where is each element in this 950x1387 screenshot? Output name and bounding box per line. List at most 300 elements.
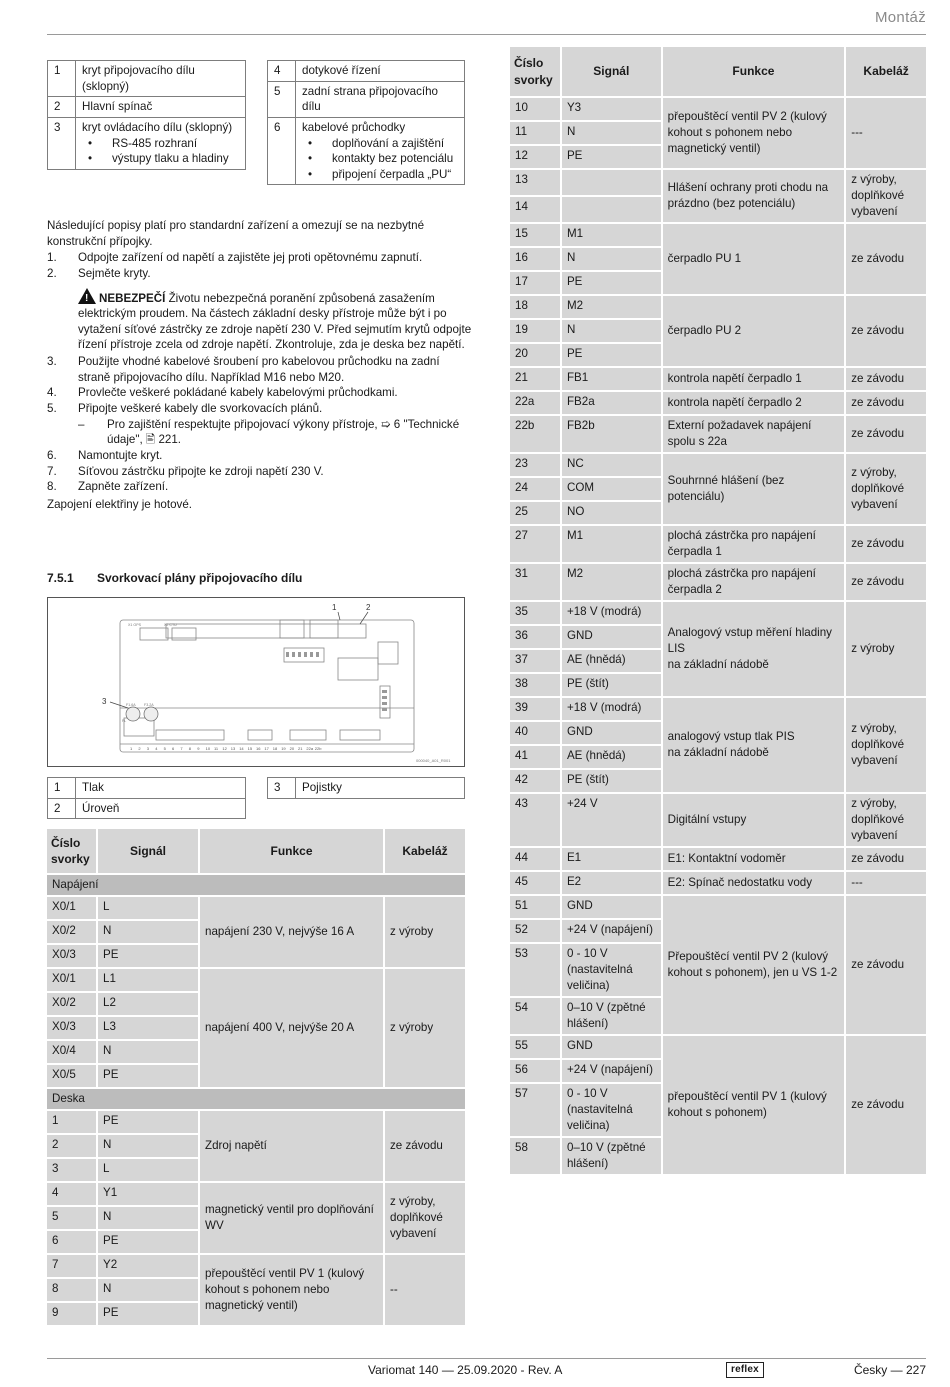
step-4 (47, 385, 472, 401)
signal-cell: PE (562, 146, 661, 168)
signal-cell: M1 (562, 224, 661, 246)
step-number: 6. (47, 448, 57, 462)
terminal-number-cell: 16 (510, 248, 560, 270)
table-row (510, 224, 926, 246)
legend-row (268, 778, 465, 799)
terminal-number-cell: 41 (510, 746, 560, 768)
legend-row (48, 61, 246, 97)
column-header-terminal: Číslo svorky (510, 47, 560, 96)
legend-label (76, 61, 246, 97)
table-row (510, 296, 926, 318)
terminal-number-cell: 23 (510, 454, 560, 476)
cross-reference-link[interactable]: Pro zajištění respektujte připojovací výkony přístroje, ➯ 6 "Technické údaje", 🖹 221. (107, 417, 460, 447)
legend-label-text: kryt ovládacího dílu (sklopný) (82, 120, 233, 134)
cable-cell: z výroby (385, 897, 465, 967)
terminal-number-cell: 15 (510, 224, 560, 246)
danger-text: Životu nebezpečná poranění způsobená zasažením elektrickým proudem. Na částech základní desky přístroje může být i po vytažení síťové zástrčky ze zdroje napětí 230 V. Před sejmutím krytů odpojte řízení přístroje zcela od zdroje napětí. Zkontroluje, zda je deska bez napětí. (78, 291, 472, 352)
signal-cell: N (562, 248, 661, 270)
terminal-number-cell: 31 (510, 564, 560, 600)
step-number: 1. (47, 251, 57, 265)
terminal-number-cell: X0/1 (47, 897, 96, 919)
signal-cell: N (98, 1041, 198, 1063)
warning-triangle-icon (78, 288, 96, 304)
table-row (510, 98, 926, 120)
legend-number: 6 (268, 117, 296, 185)
table-row (510, 848, 926, 870)
legend-number: 2 (48, 97, 76, 118)
terminal-number-cell: X0/5 (47, 1065, 96, 1087)
terminal-number-cell: 45 (510, 872, 560, 894)
diagram-pin-label: 3 (146, 746, 150, 751)
step-5 (47, 401, 472, 417)
signal-cell: +18 V (modrá) (562, 602, 661, 624)
legend-bullet: • kontakty bez potenciálu (302, 151, 458, 167)
column-header-terminal: Číslo svorky (47, 829, 96, 873)
diagram-pin-label: 16 (256, 746, 261, 751)
function-cell: plochá zástrčka pro napájení čerpadla 2 (663, 564, 845, 600)
terminal-number-cell: 10 (510, 98, 560, 120)
legend-label (76, 97, 246, 118)
signal-cell: +18 V (modrá) (562, 698, 661, 720)
column-header-cable: Kabeláž (846, 47, 926, 96)
diagram-pin-label: 7 (180, 746, 183, 751)
footer-document-info: Variomat 140 — 25.09.2020 - Rev. A (368, 1363, 563, 1377)
terminal-number-cell: X0/3 (47, 945, 96, 967)
legend-label-text: Úroveň (82, 801, 120, 815)
legend-label-text: Pojistky (302, 781, 342, 794)
legend-bullet: • doplňování a zajištění (302, 136, 458, 152)
table-row (510, 454, 926, 476)
signal-cell (562, 170, 661, 195)
legend-label-text: zadní strana připojovacího dílu (302, 84, 438, 114)
signal-cell: PE (štít) (562, 674, 661, 696)
terminal-number-cell: 52 (510, 920, 560, 942)
function-cell: přepouštěcí ventil PV 1 (kulový kohout s pohonem) (663, 1036, 845, 1174)
signal-cell: PE (98, 1111, 198, 1133)
diagram-mark-x1: X1 OPS (128, 623, 141, 627)
signal-cell: GND (562, 1036, 661, 1058)
signal-cell: GND (562, 626, 661, 648)
completion-text: Zapojení elektřiny je hotové. (47, 497, 193, 511)
cable-cell: z výroby, doplňkové vybavení (846, 794, 926, 846)
signal-cell: PE (98, 1065, 198, 1087)
cable-cell: --- (846, 98, 926, 168)
legend-label-text: Hlavní spínač (82, 100, 153, 114)
terminal-number-cell: 56 (510, 1060, 560, 1082)
signal-cell: Y1 (98, 1183, 198, 1205)
step-number: 2. (47, 266, 57, 280)
signal-cell: +24 V (562, 794, 661, 846)
terminal-number-cell: 57 (510, 1084, 560, 1136)
table-group-label: Napájení (47, 875, 465, 895)
cable-cell: z výroby, doplňkové vybavení (846, 698, 926, 792)
cable-cell: -- (385, 1255, 465, 1325)
column-header-signal: Signál (562, 47, 661, 96)
signal-cell: +24 V (napájení) (562, 920, 661, 942)
cable-cell: ze závodu (846, 296, 926, 366)
terminal-number-cell: X0/3 (47, 1017, 96, 1039)
header-divider (47, 34, 926, 35)
legend-label (76, 117, 246, 169)
step-number: 4. (47, 386, 57, 400)
terminal-number-cell: 12 (510, 146, 560, 168)
step-text: Síťovou zástrčku připojte ke zdroji napětí 230 V. (78, 464, 324, 478)
signal-cell: N (98, 1207, 198, 1229)
step-number: 3. (47, 355, 57, 369)
function-cell: magnetický ventil pro doplňování WV (200, 1183, 383, 1253)
cable-cell: z výroby (385, 969, 465, 1087)
terminal-number-cell: 38 (510, 674, 560, 696)
signal-cell: PE (98, 1303, 198, 1325)
section-heading (47, 570, 302, 586)
diagram-pin-label: 15 (247, 746, 253, 751)
terminal-number-cell: 14 (510, 197, 560, 222)
step-number: 7. (47, 464, 57, 478)
signal-cell: GND (562, 722, 661, 744)
signal-cell: N (98, 921, 198, 943)
table-row (47, 1183, 465, 1205)
table-row (510, 392, 926, 414)
terminal-number-cell: 35 (510, 602, 560, 624)
danger-warning (47, 288, 472, 354)
table-row (510, 526, 926, 562)
function-cell: Zdroj napětí (200, 1111, 383, 1181)
signal-cell: NC (562, 454, 661, 476)
signal-cell: M2 (562, 564, 661, 600)
column-header-signal: Signál (98, 829, 198, 873)
signal-cell: N (98, 1135, 198, 1157)
diagram-pin-label: 12 (222, 746, 227, 751)
table-row (510, 170, 926, 195)
legend-number: 3 (268, 778, 296, 799)
diagram-mark-fuse-1: F1.6A (126, 703, 136, 707)
terminal-number-cell: 54 (510, 998, 560, 1034)
table-row (510, 872, 926, 894)
cable-cell: ze závodu (385, 1111, 465, 1181)
terminal-number-cell: 2 (47, 1135, 96, 1157)
diagram-pin-label: 5 (163, 746, 166, 751)
diagram-mark-fl: FL (122, 719, 127, 723)
diagram-pin-label: 14 (239, 746, 244, 751)
terminal-number-cell: 24 (510, 478, 560, 500)
signal-cell: PE (562, 272, 661, 294)
signal-cell: FB2b (562, 416, 661, 452)
function-cell: kontrola napětí čerpadlo 1 (663, 368, 845, 390)
terminal-number-cell: 7 (47, 1255, 96, 1277)
legend-row (48, 778, 246, 799)
signal-cell: PE (562, 344, 661, 366)
column-header-function: Funkce (663, 47, 845, 96)
diagram-mark-x2: X2 CTU (164, 623, 177, 627)
terminal-number-cell: 37 (510, 650, 560, 672)
cable-cell: ze závodu (846, 416, 926, 452)
diagram-pin-label: 4 (155, 746, 158, 751)
legend-row (268, 81, 465, 117)
function-cell: kontrola napětí čerpadlo 2 (663, 392, 845, 414)
terminal-number-cell: 5 (47, 1207, 96, 1229)
legend-row (268, 117, 465, 185)
step-5-subitem (47, 417, 472, 448)
legend-row (268, 61, 465, 82)
signal-cell: Y3 (562, 98, 661, 120)
terminal-number-cell: 36 (510, 626, 560, 648)
section-title: Svorkovací plány připojovacího dílu (97, 571, 303, 585)
step-1 (47, 250, 472, 266)
cable-cell: ze závodu (846, 1036, 926, 1174)
column-header-cable: Kabeláž (385, 829, 465, 873)
terminal-number-cell: 58 (510, 1138, 560, 1174)
step-number: 5. (47, 402, 57, 416)
danger-label: NEBEZPEČÍ (99, 291, 166, 305)
function-cell: E1: Kontaktní vodoměr (663, 848, 845, 870)
diagram-pin-label: 19 (281, 746, 286, 751)
cable-cell: ze závodu (846, 564, 926, 600)
legend-table-bottom-right (267, 777, 465, 799)
terminal-number-cell: 6 (47, 1231, 96, 1253)
diagram-callout-1: 1 (332, 603, 337, 612)
step-3 (47, 354, 472, 385)
table-row (510, 368, 926, 390)
signal-cell: L1 (98, 969, 198, 991)
signal-cell: N (562, 122, 661, 144)
signal-cell: PE (štít) (562, 770, 661, 792)
terminal-number-cell: 55 (510, 1036, 560, 1058)
column-header-function: Funkce (200, 829, 383, 873)
table-row (510, 564, 926, 600)
legend-number: 2 (48, 798, 76, 819)
terminal-number-cell: 8 (47, 1279, 96, 1301)
legend-label-text: kryt připojovacího dílu (sklopný) (82, 64, 195, 93)
function-cell: napájení 230 V, nejvýše 16 A (200, 897, 383, 967)
step-7 (47, 464, 472, 480)
table-row (510, 698, 926, 720)
function-cell: čerpadlo PU 1 (663, 224, 845, 294)
terminal-number-cell: 42 (510, 770, 560, 792)
diagram-pin-label: 22b (314, 746, 322, 751)
signal-cell: GND (562, 896, 661, 918)
signal-cell: L (98, 897, 198, 919)
table-group-row (47, 1089, 465, 1109)
signal-cell: L2 (98, 993, 198, 1015)
cable-cell: ze závodu (846, 224, 926, 294)
table-row (47, 1111, 465, 1133)
terminal-number-cell: 22b (510, 416, 560, 452)
signal-cell: 0–10 V (zpětné hlášení) (562, 998, 661, 1034)
step-text: Použijte vhodné kabelové šroubení pro kabelovou průchodku na zadní straně připojovacího dílu. Například M16 nebo M20. (78, 355, 440, 384)
step-text: Připojte veškeré kabely dle svorkovacích plánů. (78, 402, 323, 416)
signal-cell: E2 (562, 872, 661, 894)
table-group-row (47, 875, 465, 895)
header-title: Montáž (875, 9, 926, 26)
table-row (510, 896, 926, 918)
signal-cell: FB1 (562, 368, 661, 390)
signal-cell (562, 197, 661, 222)
legend-table-top-left (47, 60, 246, 170)
step-text: Namontujte kryt. (78, 448, 163, 462)
legend-label (296, 117, 465, 185)
function-cell: E2: Spínač nedostatku vody (663, 872, 845, 894)
legend-row (48, 97, 246, 118)
terminal-number-cell: X0/2 (47, 921, 96, 943)
diagram-code: 000040_A01_R001 (416, 758, 451, 763)
table-row (47, 1255, 465, 1277)
signal-cell: AE (hnědá) (562, 746, 661, 768)
cable-cell: ze závodu (846, 526, 926, 562)
terminal-number-cell: 40 (510, 722, 560, 744)
legend-number: 1 (48, 778, 76, 799)
function-cell: Hlášení ochrany proti chodu na prázdno (bez potenciálu) (663, 170, 845, 222)
cable-cell: ze závodu (846, 848, 926, 870)
function-cell: Digitální vstupy (663, 794, 845, 846)
signal-cell: NO (562, 502, 661, 524)
terminal-number-cell: 20 (510, 344, 560, 366)
signal-cell: +24 V (napájení) (562, 1060, 661, 1082)
step-6 (47, 448, 472, 464)
diagram-pin-label: 18 (272, 746, 278, 751)
terminal-number-cell: X0/1 (47, 969, 96, 991)
legend-number: 4 (268, 61, 296, 82)
table-row (510, 416, 926, 452)
terminal-number-cell: 39 (510, 698, 560, 720)
step-text: Provlečte veškeré pokládané kabely kabelovými průchodkami. (78, 386, 398, 400)
signal-cell: 0 - 10 V (nastavitelná veličina) (562, 944, 661, 996)
cable-cell: z výroby (846, 602, 926, 696)
signal-cell: M2 (562, 296, 661, 318)
function-cell: čerpadlo PU 2 (663, 296, 845, 366)
terminal-number-cell: 18 (510, 296, 560, 318)
diagram-pin-labels (130, 746, 322, 751)
diagram-callout-2: 2 (366, 603, 371, 612)
cable-cell: z výroby, doplňkové vybavení (385, 1183, 465, 1253)
cable-cell: ze závodu (846, 392, 926, 414)
terminal-number-cell: 43 (510, 794, 560, 846)
legend-number: 5 (268, 81, 296, 117)
legend-row (48, 798, 246, 819)
step-text: Zapněte zařízení. (78, 480, 169, 494)
instructions-text (47, 218, 472, 514)
signal-cell: AE (hnědá) (562, 650, 661, 672)
board-illustration (48, 598, 464, 766)
signal-cell: L3 (98, 1017, 198, 1039)
reflex-logo: reflex (726, 1362, 764, 1378)
diagram-callout-3: 3 (102, 697, 107, 706)
legend-table-top-right (267, 60, 465, 185)
terminal-number-cell: 1 (47, 1111, 96, 1133)
terminal-number-cell: 4 (47, 1183, 96, 1205)
terminal-number-cell: 21 (510, 368, 560, 390)
table-row (47, 897, 465, 919)
signal-cell: N (98, 1279, 198, 1301)
dash-marker: – (78, 417, 85, 431)
footer-page-number: Česky — 227 (853, 1363, 926, 1377)
terminal-number-cell: 27 (510, 526, 560, 562)
terminal-number-cell: X0/2 (47, 993, 96, 1015)
diagram-pin-label: 1 (130, 746, 133, 751)
function-cell: Externí požadavek napájení spolu s 22a (663, 416, 845, 452)
function-cell: přepouštěcí ventil PV 1 (kulový kohout s pohonem nebo magnetický ventil) (200, 1255, 383, 1325)
function-cell: Analogový vstup měření hladiny LIS na základní nádobě (663, 602, 845, 696)
function-cell: napájení 400 V, nejvýše 20 A (200, 969, 383, 1087)
terminal-number-cell: 3 (47, 1159, 96, 1181)
signal-cell: PE (98, 1231, 198, 1253)
signal-cell: E1 (562, 848, 661, 870)
terminal-number-cell: 9 (47, 1303, 96, 1325)
diagram-pin-label: 20 (289, 746, 295, 751)
terminal-number-cell: X0/4 (47, 1041, 96, 1063)
function-cell: Souhrnné hlášení (bez potenciálu) (663, 454, 845, 524)
diagram-pin-label: 6 (172, 746, 175, 751)
signal-cell: Y2 (98, 1255, 198, 1277)
legend-number: 3 (48, 117, 76, 169)
signal-cell: M1 (562, 526, 661, 562)
signal-cell: COM (562, 478, 661, 500)
legend-label (76, 798, 246, 819)
terminal-number-cell: 19 (510, 320, 560, 342)
intro-paragraph: Následující popisy platí pro standardní zařízení a omezují se na nezbytné konstrukční přípojky. (47, 219, 425, 248)
diagram-pin-label: 17 (264, 746, 269, 751)
function-cell: Přepouštěcí ventil PV 2 (kulový kohout s pohonem), jen u VS 1-2 (663, 896, 845, 1034)
terminal-number-cell: 25 (510, 502, 560, 524)
legend-table-bottom-left (47, 777, 246, 819)
diagram-pin-label: 8 (188, 746, 192, 751)
legend-bullet: • výstupy tlaku a hladiny (82, 151, 239, 167)
step-8 (47, 479, 472, 495)
table-row (47, 969, 465, 991)
legend-label-text: Tlak (82, 781, 104, 794)
cable-cell: ze závodu (846, 368, 926, 390)
cable-cell: z výroby, doplňkové vybavení (846, 170, 926, 222)
diagram-mark-fuse-2: F3.2A (144, 703, 154, 707)
signal-cell: PE (98, 945, 198, 967)
legend-label (76, 778, 246, 799)
terminal-number-cell: 17 (510, 272, 560, 294)
diagram-pin-label: 9 (197, 746, 200, 751)
terminal-board-diagram (47, 597, 465, 767)
step-number: 8. (47, 480, 57, 494)
table-row (510, 1036, 926, 1058)
legend-bullet: • připojení čerpadla „PU“ (302, 167, 458, 183)
function-cell: přepouštěcí ventil PV 2 (kulový kohout s pohonem nebo magnetický ventil) (663, 98, 845, 168)
terminal-number-cell: 11 (510, 122, 560, 144)
function-cell: analogový vstup tlak PIS na základní nádobě (663, 698, 845, 792)
legend-bullet: • RS-485 rozhraní (82, 136, 239, 152)
step-text: Odpojte zařízení od napětí a zajistěte jej proti opětovnému zapnutí. (78, 251, 423, 265)
legend-label-text: dotykové řízení (302, 64, 381, 77)
footer-divider (47, 1358, 926, 1359)
terminal-number-cell: 51 (510, 896, 560, 918)
legend-label (296, 61, 465, 82)
diagram-pin-label: 11 (214, 746, 219, 751)
diagram-pin-label: 22a (306, 746, 314, 751)
table-row (510, 602, 926, 624)
terminal-number-cell: 13 (510, 170, 560, 195)
section-number: 7.5.1 (47, 571, 74, 585)
diagram-pin-label: 13 (230, 746, 236, 751)
step-2 (47, 266, 472, 282)
diagram-pin-label: 21 (298, 746, 303, 751)
legend-label (296, 81, 465, 117)
signal-cell: L (98, 1159, 198, 1181)
signal-cell: 0–10 V (zpětné hlášení) (562, 1138, 661, 1174)
legend-bullet-list (82, 136, 239, 167)
table-group-label: Deska (47, 1089, 465, 1109)
diagram-pin-label: 10 (205, 746, 211, 751)
cable-cell: ze závodu (846, 896, 926, 1034)
diagram-pin-label: 2 (138, 746, 141, 751)
signal-cell: FB2a (562, 392, 661, 414)
cable-cell: z výroby, doplňkové vybavení (846, 454, 926, 524)
cable-cell: --- (846, 872, 926, 894)
